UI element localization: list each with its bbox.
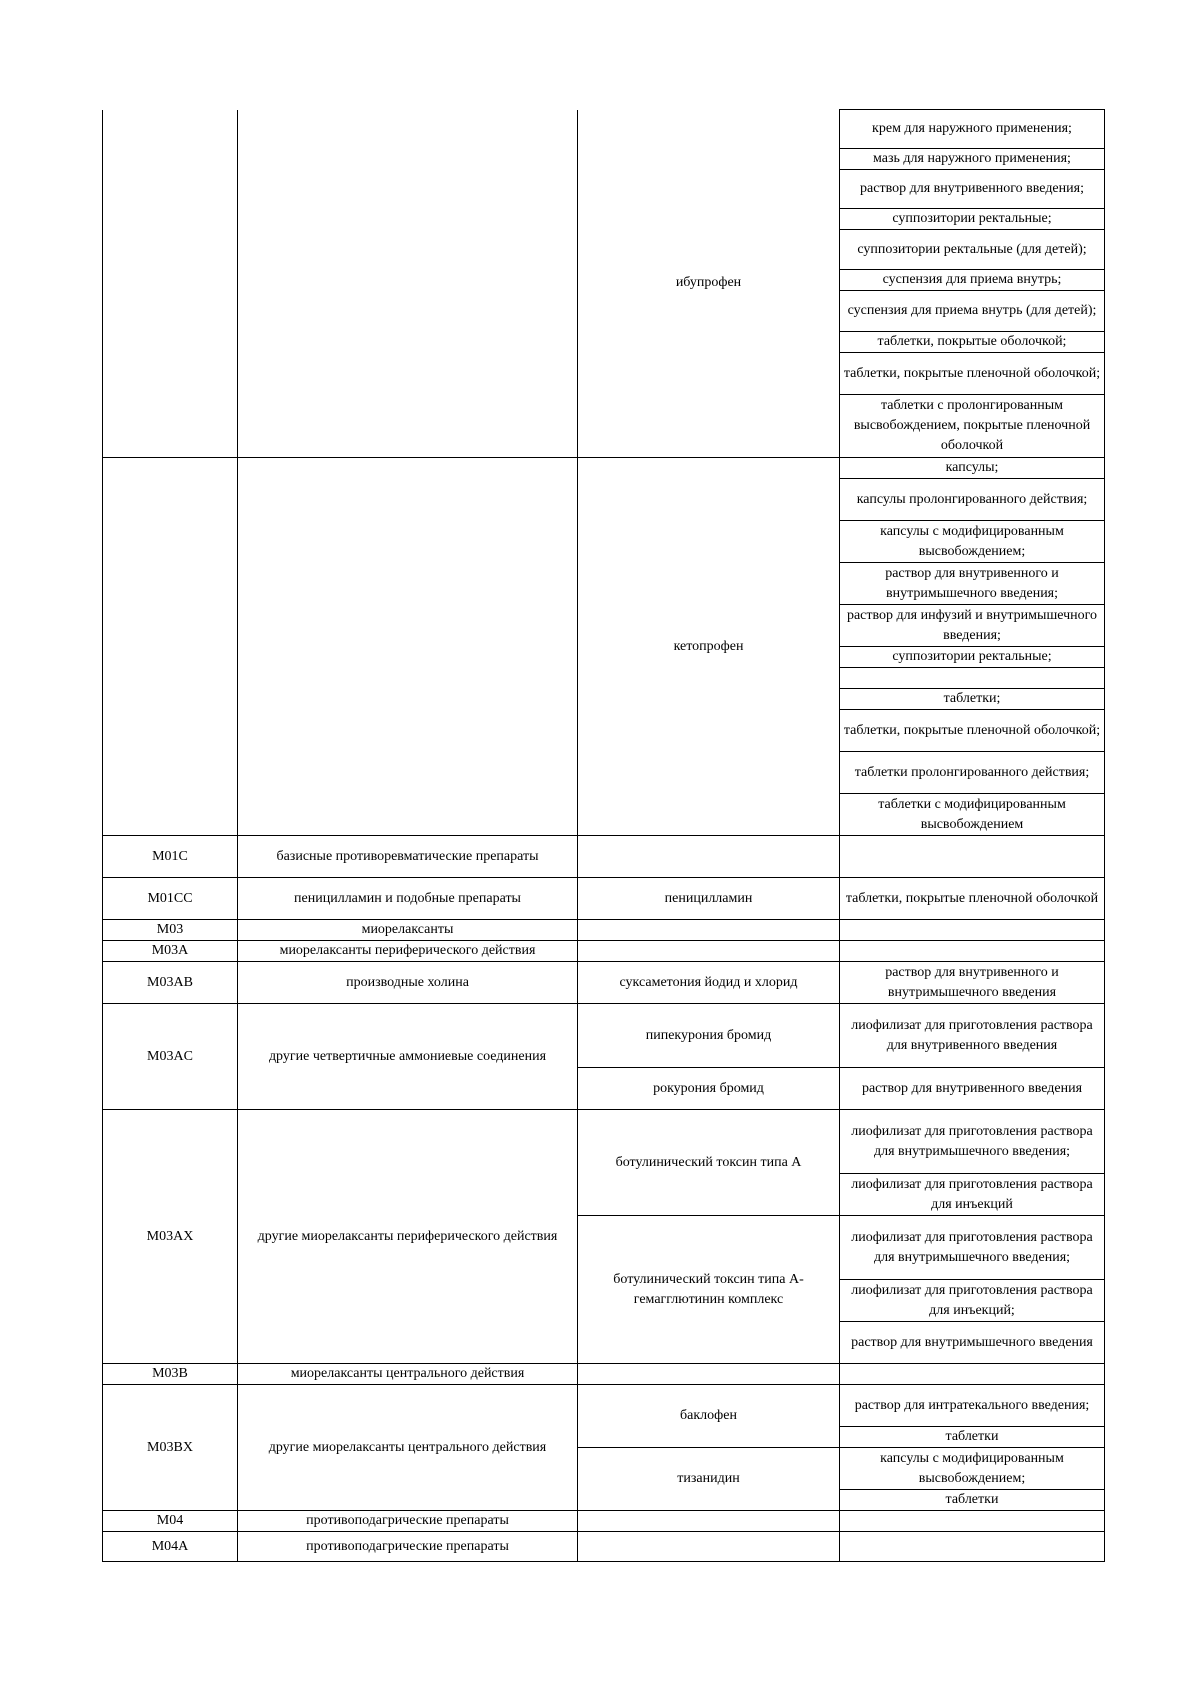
- atc-code-cell: M03B: [103, 1364, 238, 1385]
- dosage-form-cell: таблетки, покрытые пленочной оболочкой;: [840, 710, 1105, 752]
- drug-name-cell: [578, 1364, 840, 1385]
- drug-name-cell: [578, 920, 840, 941]
- group-name-cell: другие миорелаксанты центрального действия: [238, 1385, 578, 1511]
- dosage-form-cell: [840, 1364, 1105, 1385]
- dosage-form-cell: таблетки: [840, 1427, 1105, 1448]
- group-name-cell: [238, 458, 578, 836]
- drug-name-cell: тизанидин: [578, 1448, 840, 1511]
- drug-name-cell: ботулинический токсин типа A: [578, 1110, 840, 1216]
- drug-name-cell: [578, 1532, 840, 1562]
- dosage-form-cell: суспензия для приема внутрь (для детей);: [840, 291, 1105, 332]
- dosage-form-cell: [840, 941, 1105, 962]
- atc-code-cell: M03AB: [103, 962, 238, 1004]
- group-name-cell: пеницилламин и подобные препараты: [238, 878, 578, 920]
- drug-name-cell: пипекурония бромид: [578, 1004, 840, 1068]
- dosage-form-cell: лиофилизат для приготовления раствора для внутривенного введения: [840, 1004, 1105, 1068]
- group-name-cell: другие миорелаксанты периферического действия: [238, 1110, 578, 1364]
- atc-code-cell: M03AX: [103, 1110, 238, 1364]
- dosage-form-cell: раствор для внутривенного введения;: [840, 170, 1105, 209]
- dosage-form-cell: лиофилизат для приготовления раствора для инъекций: [840, 1174, 1105, 1216]
- atc-code-cell: M04A: [103, 1532, 238, 1562]
- dosage-form-cell: суспензия для приема внутрь;: [840, 270, 1105, 291]
- atc-code-cell: [103, 110, 238, 458]
- dosage-form-cell: суппозитории ректальные;: [840, 647, 1105, 668]
- group-name-cell: противоподагрические препараты: [238, 1511, 578, 1532]
- group-name-cell: базисные противоревматические препараты: [238, 836, 578, 878]
- dosage-form-cell: капсулы;: [840, 458, 1105, 479]
- drug-name-cell: [578, 1511, 840, 1532]
- group-name-cell: [238, 110, 578, 458]
- dosage-form-cell: таблетки, покрытые пленочной оболочкой;: [840, 353, 1105, 395]
- dosage-form-cell: раствор для внутривенного введения: [840, 1068, 1105, 1110]
- dosage-form-cell: раствор для внутривенного и внутримышечного введения;: [840, 563, 1105, 605]
- dosage-form-cell: лиофилизат для приготовления раствора для внутримышечного введения;: [840, 1110, 1105, 1174]
- atc-code-cell: M03A: [103, 941, 238, 962]
- drug-name-cell: ботулинический токсин типа A-гемагглютинин комплекс: [578, 1216, 840, 1364]
- dosage-form-cell: таблетки;: [840, 689, 1105, 710]
- atc-code-cell: M03: [103, 920, 238, 941]
- group-name-cell: миорелаксанты: [238, 920, 578, 941]
- dosage-form-cell: мазь для наружного применения;: [840, 149, 1105, 170]
- dosage-form-cell: суппозитории ректальные (для детей);: [840, 230, 1105, 270]
- dosage-form-cell: [840, 920, 1105, 941]
- dosage-form-cell: капсулы с модифицированным высвобождением;: [840, 1448, 1105, 1490]
- group-name-cell: миорелаксанты периферического действия: [238, 941, 578, 962]
- dosage-form-cell: лиофилизат для приготовления раствора для инъекций;: [840, 1280, 1105, 1322]
- dosage-form-cell: [840, 1511, 1105, 1532]
- drug-name-cell: ибупрофен: [578, 110, 840, 458]
- drug-name-cell: [578, 836, 840, 878]
- dosage-form-cell: таблетки, покрытые оболочкой;: [840, 332, 1105, 353]
- dosage-form-cell: таблетки с пролонгированным высвобождением, покрытые пленочной оболочкой: [840, 395, 1105, 458]
- group-name-cell: другие четвертичные аммониевые соединения: [238, 1004, 578, 1110]
- dosage-form-cell: раствор для внутривенного и внутримышечного введения: [840, 962, 1105, 1004]
- dosage-form-cell: [840, 836, 1105, 878]
- atc-code-cell: M01CC: [103, 878, 238, 920]
- group-name-cell: миорелаксанты центрального действия: [238, 1364, 578, 1385]
- drug-name-cell: пеницилламин: [578, 878, 840, 920]
- dosage-form-cell: таблетки пролонгированного действия;: [840, 752, 1105, 794]
- group-name-cell: противоподагрические препараты: [238, 1532, 578, 1562]
- drug-name-cell: баклофен: [578, 1385, 840, 1448]
- atc-code-cell: M03BX: [103, 1385, 238, 1511]
- atc-code-cell: M04: [103, 1511, 238, 1532]
- group-name-cell: производные холина: [238, 962, 578, 1004]
- atc-code-cell: M01C: [103, 836, 238, 878]
- dosage-form-cell: [840, 668, 1105, 689]
- medicines-table: [102, 109, 1105, 1562]
- dosage-form-cell: капсулы пролонгированного действия;: [840, 479, 1105, 521]
- dosage-form-cell: таблетки с модифицированным высвобождением: [840, 794, 1105, 836]
- dosage-form-cell: раствор для внутримышечного введения: [840, 1322, 1105, 1364]
- drug-name-cell: кетопрофен: [578, 458, 840, 836]
- drug-name-cell: [578, 941, 840, 962]
- document-page: [102, 109, 1105, 1562]
- atc-code-cell: [103, 458, 238, 836]
- dosage-form-cell: таблетки: [840, 1490, 1105, 1511]
- dosage-form-cell: крем для наружного применения;: [840, 110, 1105, 149]
- dosage-form-cell: капсулы с модифицированным высвобождением;: [840, 521, 1105, 563]
- dosage-form-cell: суппозитории ректальные;: [840, 209, 1105, 230]
- dosage-form-cell: раствор для инфузий и внутримышечного введения;: [840, 605, 1105, 647]
- dosage-form-cell: раствор для интратекального введения;: [840, 1385, 1105, 1427]
- dosage-form-cell: [840, 1532, 1105, 1562]
- drug-name-cell: рокурония бромид: [578, 1068, 840, 1110]
- dosage-form-cell: таблетки, покрытые пленочной оболочкой: [840, 878, 1105, 920]
- dosage-form-cell: лиофилизат для приготовления раствора для внутримышечного введения;: [840, 1216, 1105, 1280]
- drug-name-cell: суксаметония йодид и хлорид: [578, 962, 840, 1004]
- atc-code-cell: M03AC: [103, 1004, 238, 1110]
